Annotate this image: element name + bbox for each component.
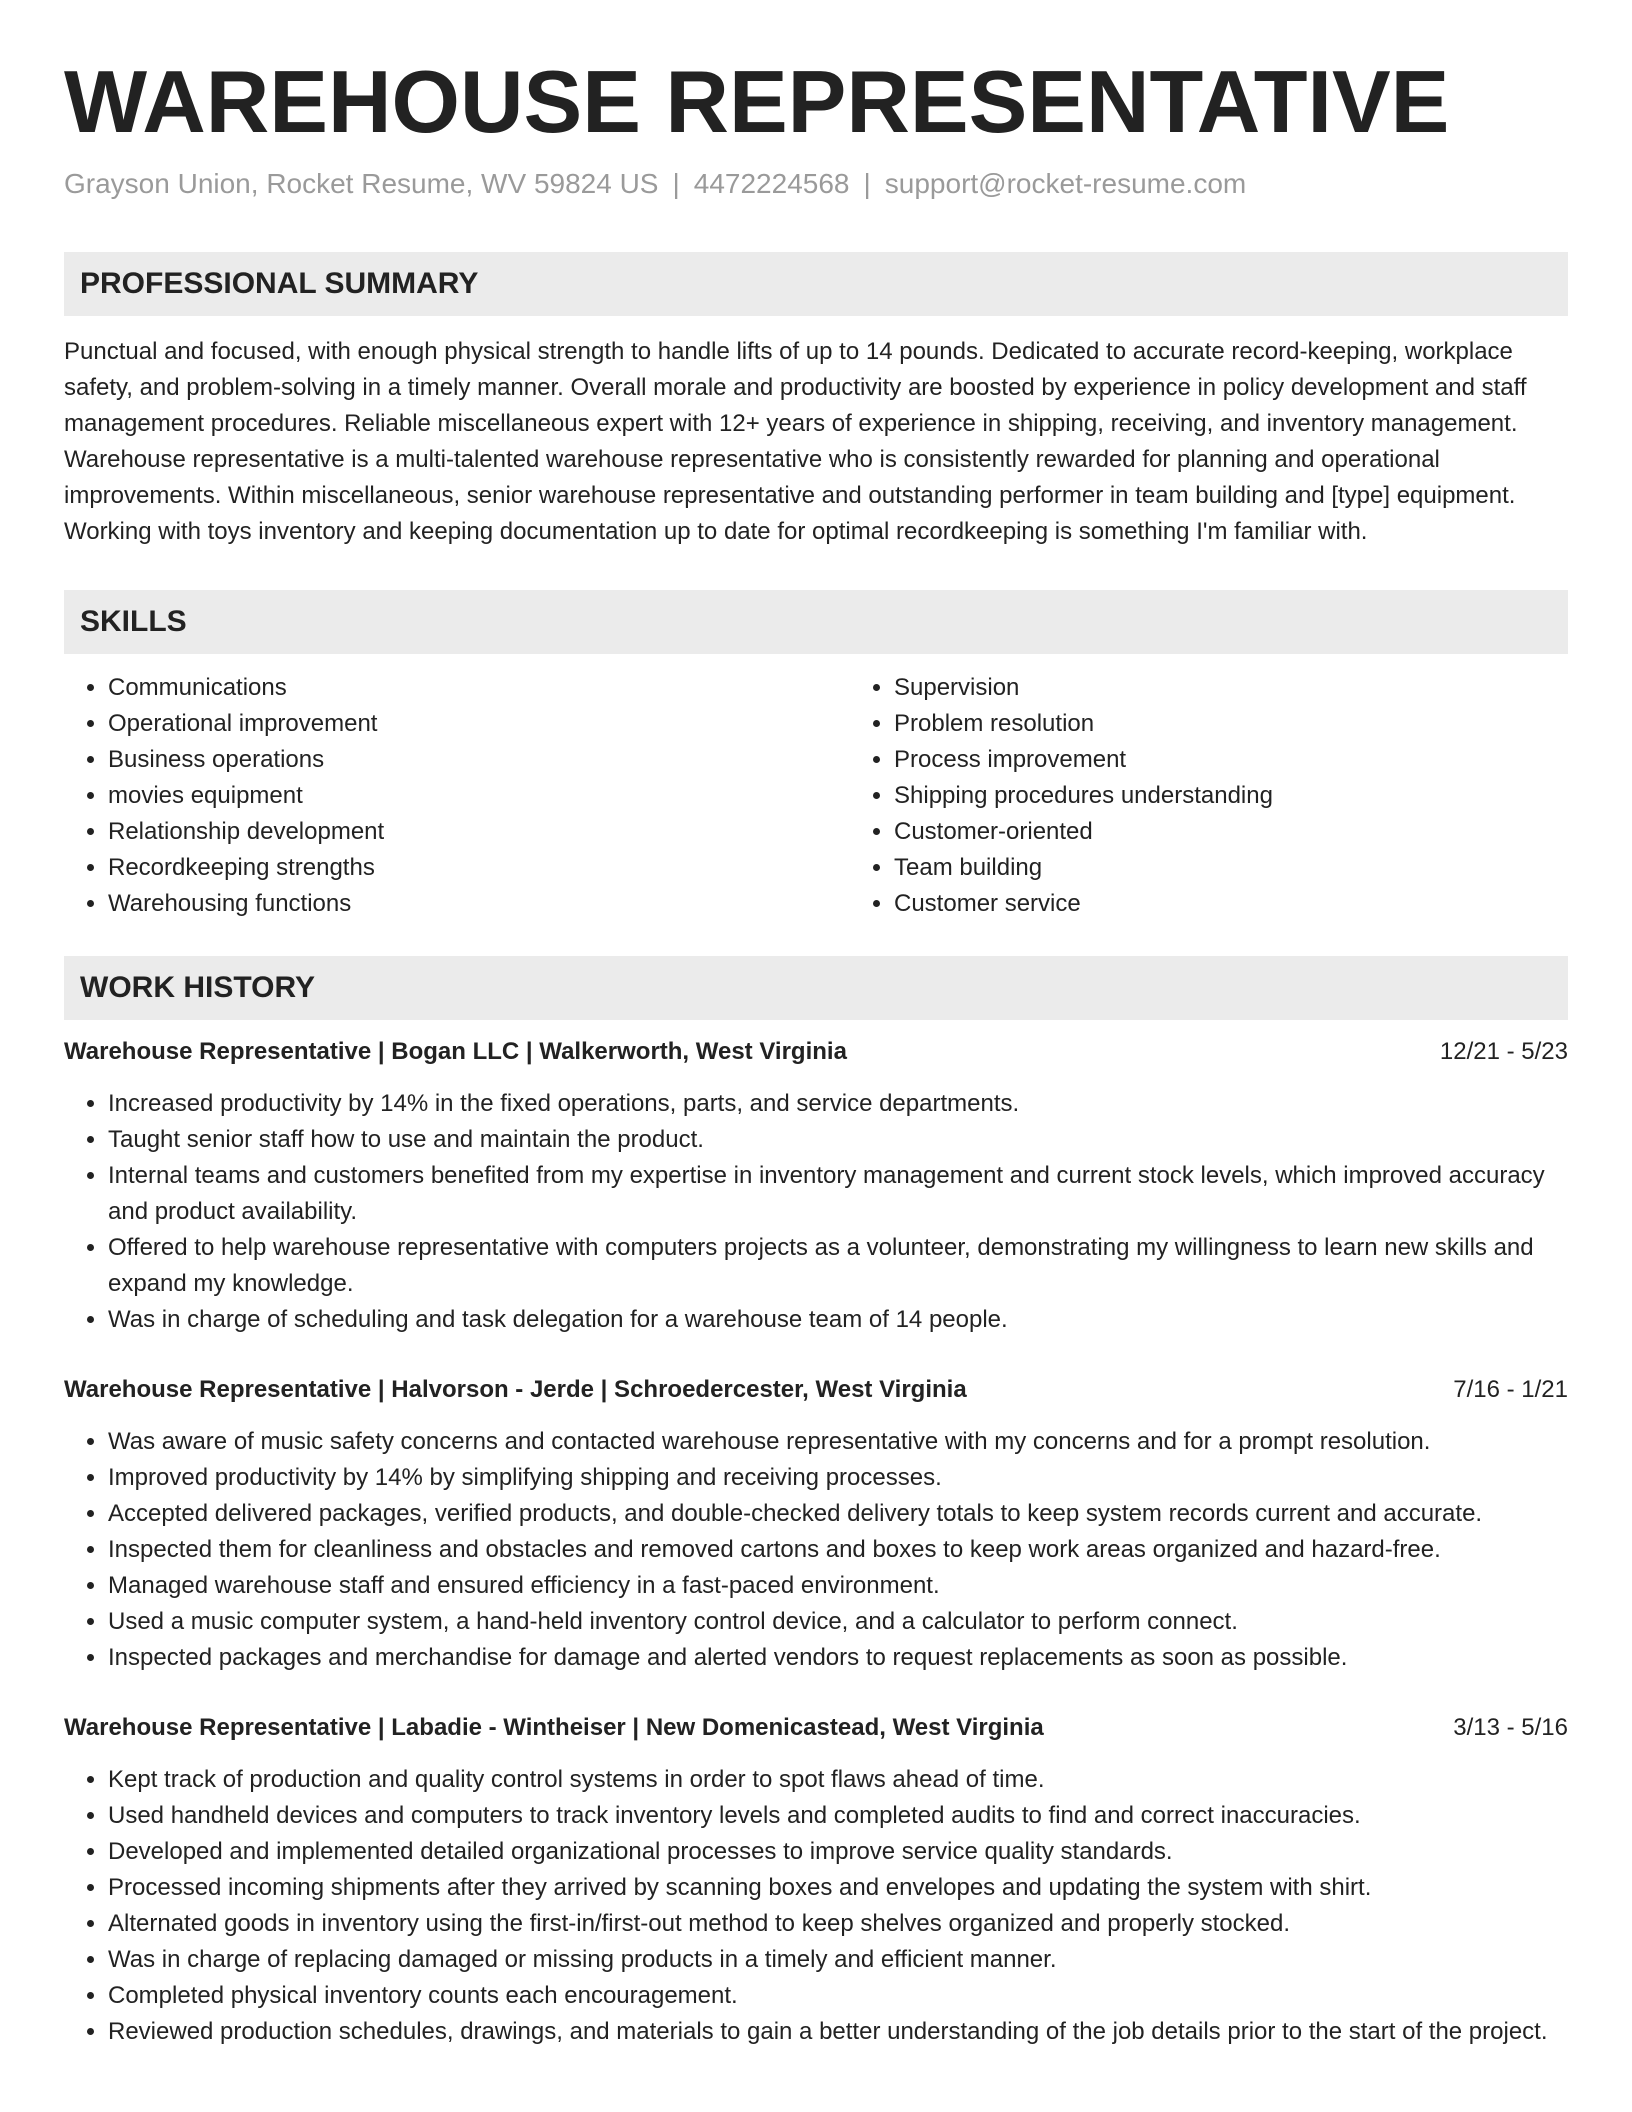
- job-bullet: • Taught senior staff how to use and maintain the product.: [108, 1122, 1568, 1158]
- job-entry: [64, 1034, 1568, 1338]
- contact-email: support@rocket-resume.com: [884, 168, 1247, 199]
- skills-right-list: [850, 670, 1568, 922]
- skills-left-list: [64, 670, 850, 922]
- job-bullet: • Offered to help warehouse representative with computers projects as a volunteer, demonstrating my willingness to learn new skills and expand my knowledge.: [108, 1230, 1568, 1302]
- job-entry: [64, 1710, 1568, 2050]
- job-bullet: • Internal teams and customers benefited from my expertise in inventory management and current stock levels, which improved accuracy and product availability.: [108, 1158, 1568, 1230]
- job-dates: 3/13 - 5/16: [1453, 1714, 1568, 1741]
- job-bullet: • Was aware of music safety concerns and contacted warehouse representative with my concerns and for a prompt resolution.: [108, 1424, 1568, 1460]
- skill-item: • Relationship development: [108, 814, 850, 850]
- job-title: Warehouse Representative | Bogan LLC | Walkerworth, West Virginia: [64, 1038, 847, 1065]
- job-title: Warehouse Representative | Labadie - Wintheiser | New Domenicastead, West Virginia: [64, 1714, 1044, 1741]
- job-bullet: • Was in charge of scheduling and task delegation for a warehouse team of 14 people.: [108, 1302, 1568, 1338]
- skill-item: • Communications: [108, 670, 850, 706]
- job-dates: 7/16 - 1/21: [1453, 1376, 1568, 1403]
- job-bullet: • Managed warehouse staff and ensured efficiency in a fast-paced environment.: [108, 1568, 1568, 1604]
- job-bullet: • Developed and implemented detailed organizational processes to improve service quality standards.: [108, 1834, 1568, 1870]
- job-bullet: • Accepted delivered packages, verified products, and double-checked delivery totals to keep system records current and accurate.: [108, 1496, 1568, 1532]
- work-history-heading: WORK HISTORY: [64, 956, 1568, 1020]
- resume-name: WAREHOUSE REPRESENTATIVE: [64, 52, 1450, 151]
- skill-item: • Warehousing functions: [108, 886, 850, 922]
- job-bullet: • Improved productivity by 14% by simplifying shipping and receiving processes.: [108, 1460, 1568, 1496]
- job-bullet: • Reviewed production schedules, drawings, and materials to gain a better understanding of the job details prior to the start of the project.: [108, 2014, 1568, 2050]
- contact-phone: 4472224568: [693, 168, 850, 199]
- job-title: Warehouse Representative | Halvorson - Jerde | Schroedercester, West Virginia: [64, 1376, 967, 1403]
- skill-item: • Process improvement: [894, 742, 1568, 778]
- job-bullets: [64, 1086, 1568, 1338]
- skill-item: • movies equipment: [108, 778, 850, 814]
- job-bullet: • Was in charge of replacing damaged or missing products in a timely and efficient manner.: [108, 1942, 1568, 1978]
- job-bullet: • Used a music computer system, a hand-held inventory control device, and a calculator to perform connect.: [108, 1604, 1568, 1640]
- skill-item: • Business operations: [108, 742, 850, 778]
- skills-heading: SKILLS: [64, 590, 1568, 654]
- job-bullet: • Processed incoming shipments after they arrived by scanning boxes and envelopes and updating the system with shirt.: [108, 1870, 1568, 1906]
- job-bullet: • Completed physical inventory counts each encouragement.: [108, 1978, 1568, 2014]
- job-header: [64, 1710, 1568, 1746]
- job-header: [64, 1034, 1568, 1070]
- skill-item: • Problem resolution: [894, 706, 1568, 742]
- contact-address: Grayson Union, Rocket Resume, WV 59824 US: [64, 168, 659, 199]
- contact-separator: |: [672, 168, 680, 199]
- contact-line: [64, 164, 1568, 204]
- summary-text: Punctual and focused, with enough physical strength to handle lifts of up to 14 pounds. Dedicated to accurate record-keeping, workplace safety, and problem-solving in a timely manner. Overall morale and productivity are boosted by experience in policy development and staff management procedures. Reliable miscellaneous expert with 12+ years of experience in shipping, receiving, and inventory management. Warehouse representative is a multi-talented warehouse representative who is consistently rewarded for planning and operational improvements. Within miscellaneous, senior warehouse representative and outstanding performer in team building and [type] equipment. Working with toys inventory and keeping documentation up to date for optimal recordkeeping is something I'm familiar with.: [64, 338, 1527, 545]
- skill-item: • Team building: [894, 850, 1568, 886]
- job-dates: 12/21 - 5/23: [1439, 1038, 1568, 1065]
- contact-separator: |: [863, 168, 871, 199]
- job-bullet: • Kept track of production and quality control systems in order to spot flaws ahead of time.: [108, 1762, 1568, 1798]
- skill-item: • Customer-oriented: [894, 814, 1568, 850]
- job-header: [64, 1372, 1568, 1408]
- skill-item: • Operational improvement: [108, 706, 850, 742]
- job-bullets: [64, 1762, 1568, 2050]
- skill-item: • Recordkeeping strengths: [108, 850, 850, 886]
- job-entry: [64, 1372, 1568, 1676]
- job-bullet: • Inspected them for cleanliness and obstacles and removed cartons and boxes to keep work areas organized and hazard-free.: [108, 1532, 1568, 1568]
- skill-item: • Customer service: [894, 886, 1568, 922]
- job-bullet: • Alternated goods in inventory using the first-in/first-out method to keep shelves organized and properly stocked.: [108, 1906, 1568, 1942]
- job-bullet: • Increased productivity by 14% in the fixed operations, parts, and service departments.: [108, 1086, 1568, 1122]
- skill-item: • Shipping procedures understanding: [894, 778, 1568, 814]
- summary-heading: PROFESSIONAL SUMMARY: [64, 252, 1568, 316]
- job-bullet: • Used handheld devices and computers to track inventory levels and completed audits to find and correct inaccuracies.: [108, 1798, 1568, 1834]
- skills-columns: [64, 670, 1568, 922]
- skill-item: • Supervision: [894, 670, 1568, 706]
- job-bullets: [64, 1424, 1568, 1676]
- job-bullet: • Inspected packages and merchandise for damage and alerted vendors to request replacements as soon as possible.: [108, 1640, 1568, 1676]
